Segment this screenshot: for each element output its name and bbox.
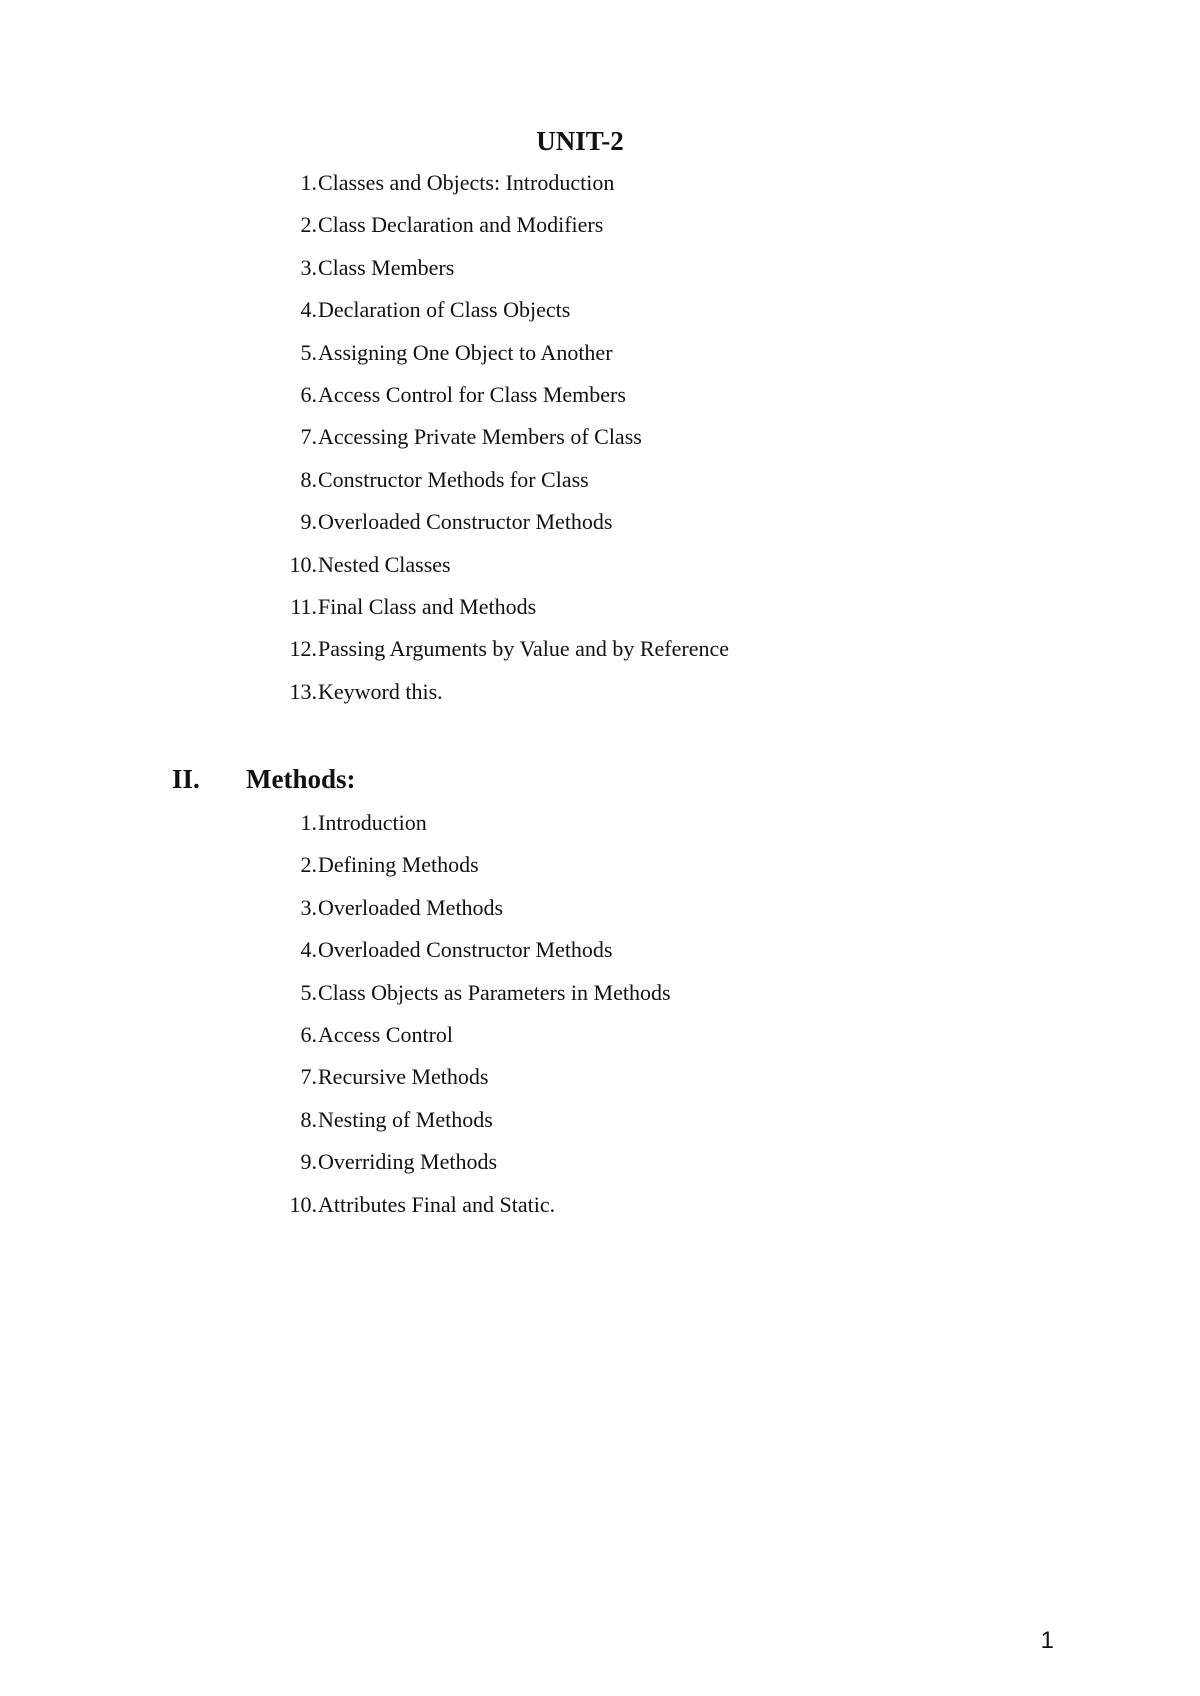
list-item [283, 416, 729, 458]
list-item [283, 1014, 671, 1056]
item-number: 6. [300, 381, 317, 407]
item-text: Nesting of Methods [318, 1106, 493, 1132]
item-number: 2. [300, 212, 317, 238]
item-text: Access Control for Class Members [318, 381, 626, 407]
item-number: 7. [300, 1064, 317, 1090]
section-heading [172, 762, 356, 796]
item-number: 9. [300, 1149, 317, 1175]
list-item [283, 332, 729, 374]
item-text: Classes and Objects: Introduction [318, 170, 615, 195]
item-number: 5. [300, 339, 317, 365]
item-number: 7. [300, 424, 317, 450]
list-item [283, 1056, 671, 1098]
list-item [283, 1184, 671, 1226]
item-text: Overloaded Constructor Methods [318, 509, 613, 535]
item-text: Class Members [318, 254, 455, 280]
list-item [283, 586, 729, 628]
list-item [283, 1099, 671, 1141]
item-number: 3. [300, 894, 317, 920]
item-text: Defining Methods [318, 852, 479, 878]
list-item [283, 671, 729, 713]
list-item [283, 289, 729, 331]
item-number: 9. [300, 509, 317, 535]
item-number: 4. [300, 937, 317, 963]
methods-topic-list [283, 802, 671, 1226]
item-number: 4. [300, 297, 317, 323]
item-number: 8. [300, 1106, 317, 1132]
list-item [283, 459, 729, 501]
item-text: Overloaded Constructor Methods [318, 937, 613, 963]
item-text: Class Declaration and Modifiers [318, 212, 604, 238]
list-item [283, 544, 729, 586]
item-text: Overloaded Methods [318, 894, 504, 920]
unit-title: UNIT-2 [536, 126, 624, 156]
list-item [283, 1141, 671, 1183]
list-item [283, 628, 729, 670]
item-number: 13. [289, 678, 317, 704]
section-number: II. [172, 764, 200, 794]
item-text: Final Class and Methods [318, 593, 537, 619]
list-item [283, 802, 671, 844]
item-number: 8. [300, 466, 317, 492]
item-text: Overriding Methods [318, 1149, 498, 1175]
list-item [283, 162, 729, 204]
item-text: Introduction [318, 810, 427, 835]
item-number: 3. [300, 254, 317, 280]
item-text: Attributes Final and Static. [318, 1191, 556, 1217]
item-text: Declaration of Class Objects [318, 297, 571, 323]
list-item [283, 887, 671, 929]
item-text: Constructor Methods for Class [318, 466, 589, 492]
item-number: 10. [289, 1191, 317, 1217]
list-item [283, 374, 729, 416]
item-text: Accessing Private Members of Class [318, 424, 642, 450]
list-item [283, 247, 729, 289]
list-item [283, 844, 671, 886]
item-text: Nested Classes [318, 551, 451, 577]
list-item [283, 929, 671, 971]
list-item [283, 972, 671, 1014]
item-text: Passing Arguments by Value and by Reference [318, 636, 729, 662]
item-text: Class Objects as Parameters in Methods [318, 979, 671, 1005]
item-number: 1. [300, 170, 317, 195]
section-title: Methods: [246, 764, 356, 794]
item-text: Keyword this. [318, 678, 443, 704]
list-item [283, 501, 729, 543]
item-text: Recursive Methods [318, 1064, 489, 1090]
item-number: 2. [300, 852, 317, 878]
item-number: 6. [300, 1021, 317, 1047]
unit-topic-list [283, 162, 729, 713]
page-number: 1 [1040, 1627, 1054, 1654]
item-number: 11. [290, 593, 317, 619]
list-item [283, 204, 729, 246]
item-number: 1. [300, 810, 317, 835]
item-text: Assigning One Object to Another [318, 339, 613, 365]
item-number: 5. [300, 979, 317, 1005]
item-number: 12. [289, 636, 317, 662]
item-text: Access Control [318, 1021, 454, 1047]
item-number: 10. [289, 551, 317, 577]
